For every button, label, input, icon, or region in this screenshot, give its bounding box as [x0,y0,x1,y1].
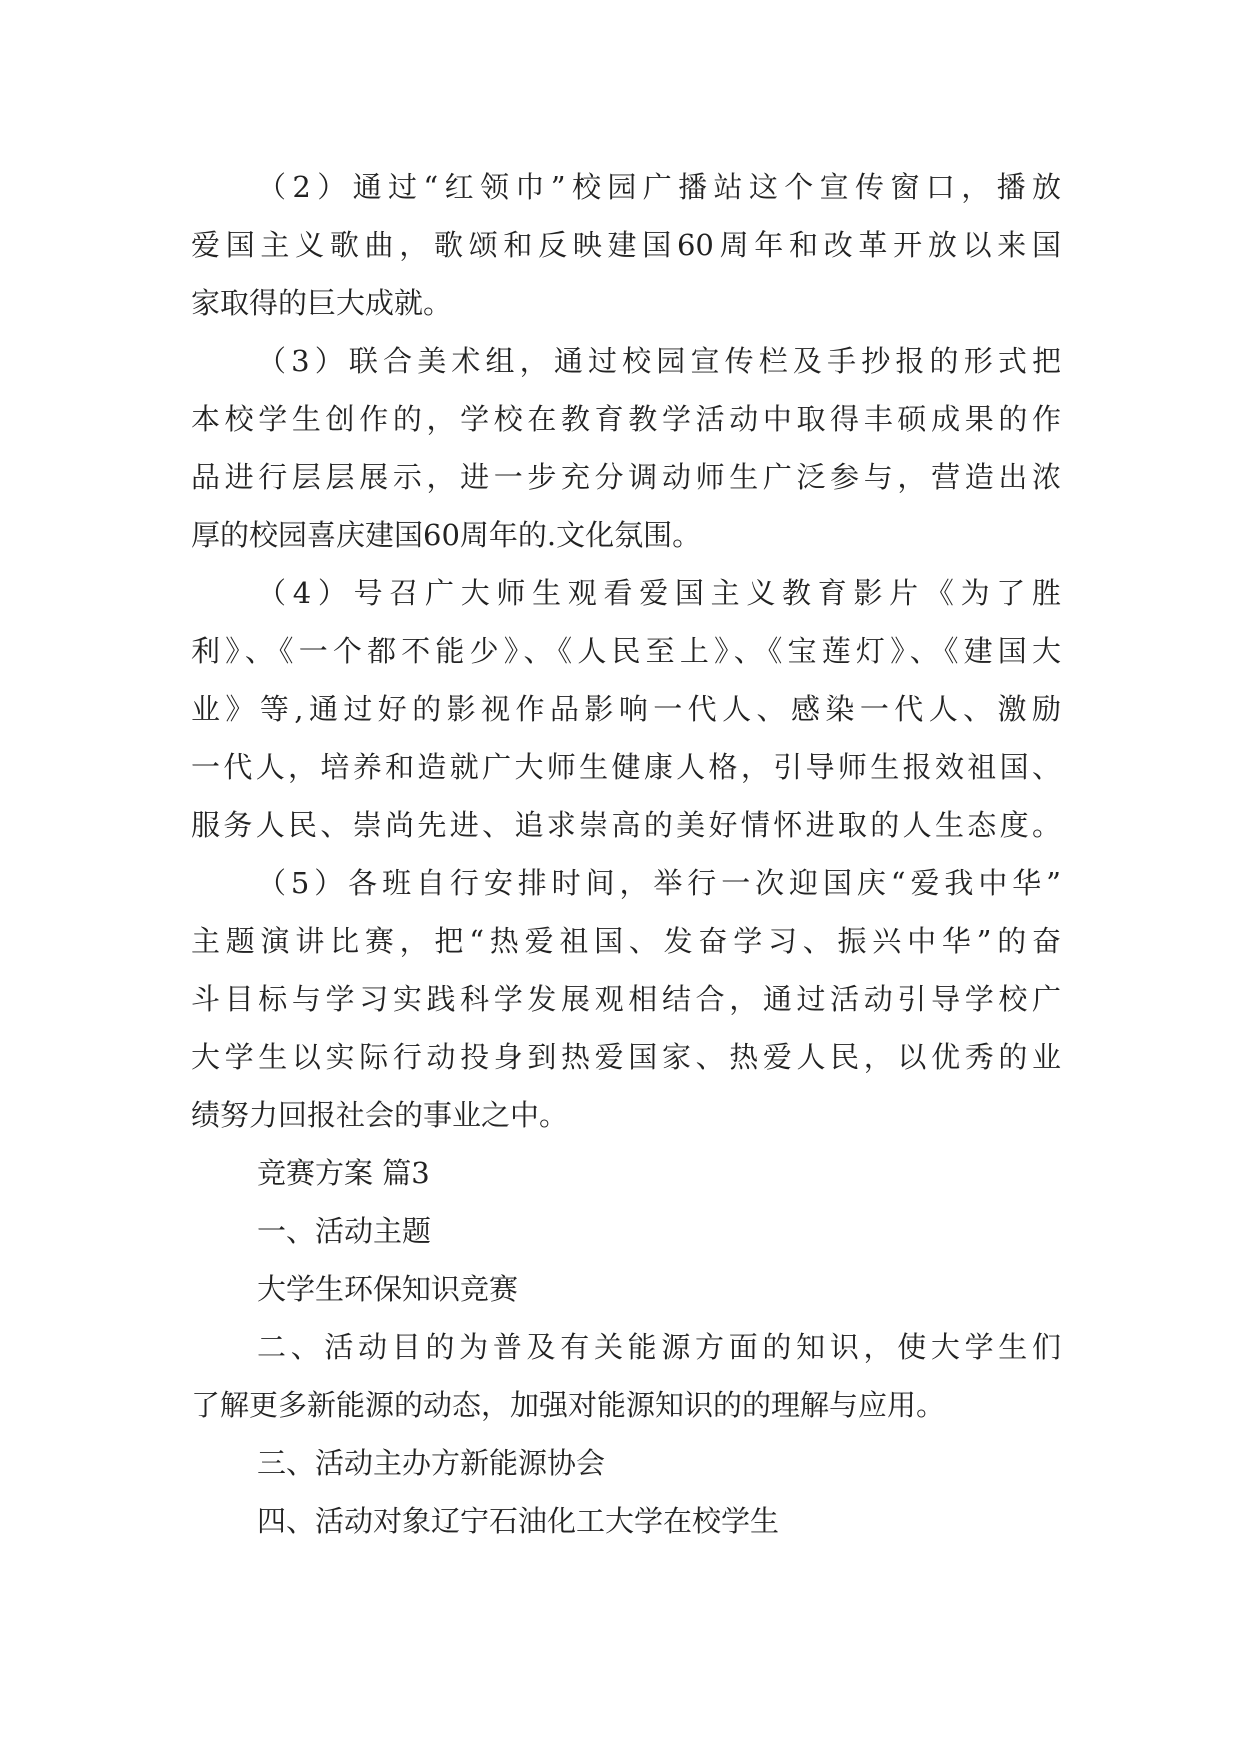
paragraph-line: 主题演讲比赛，把“热爱祖国、发奋学习、振兴中华”的奋 [191,924,1061,958]
paragraph-line: （5）各班自行安排时间，举行一次迎国庆“爱我中华” [257,866,1061,900]
paragraph-line: 服务人民、崇尚先进、追求崇高的美好情怀进取的人生态度。 [191,808,1061,842]
paragraph-line: 二、活动目的为普及有关能源方面的知识，使大学生们 [257,1330,1061,1364]
paragraph-line: 品进行层层展示，进一步充分调动师生广泛参与，营造出浓 [191,460,1061,494]
document-body [191,158,1061,1550]
paragraph-line: 业》等,通过好的影视作品影响一代人、感染一代人、激励 [191,692,1061,726]
paragraph-line: 爱国主义歌曲，歌颂和反映建国60周年和改革开放以来国 [191,228,1061,262]
paragraph-line: 斗目标与学习实践科学发展观相结合，通过活动引导学校广 [191,982,1061,1016]
paragraph-2 [191,158,1061,332]
audience-line: 四、活动对象辽宁石油化工大学在校学生 [257,1504,780,1538]
item-theme-value: 大学生环保知识竞赛 [257,1272,519,1306]
paragraph-line: （3）联合美术组，通过校园宣传栏及手抄报的形式把 [257,344,1061,378]
paragraph-4 [191,564,1061,854]
paragraph-line: （2）通过“红领巾”校园广播站这个宣传窗口，播放 [257,170,1061,204]
organizer-line: 三、活动主办方新能源协会 [257,1446,606,1480]
purpose-paragraph [191,1318,1061,1434]
paragraph-line: 利》、《一个都不能少》、《人民至上》、《宝莲灯》、《建国大 [191,634,1061,668]
paragraph-line: 了解更多新能源的动态，加强对能源知识的的理解与应用。 [191,1388,946,1422]
item-theme-heading: 一、活动主题 [257,1214,432,1248]
paragraph-line: 一代人，培养和造就广大师生健康人格，引导师生报效祖国、 [191,750,1061,784]
paragraph-line: 厚的校园喜庆建国60周年的.文化氛围。 [191,518,702,552]
paragraph-line: （4）号召广大师生观看爱国主义教育影片《为了胜 [257,576,1061,610]
paragraph-5 [191,854,1061,1144]
paragraph-3 [191,332,1061,564]
paragraph-line: 大学生以实际行动投身到热爱国家、热爱人民，以优秀的业 [191,1040,1061,1074]
section-title: 竞赛方案 篇3 [257,1156,430,1190]
paragraph-line: 家取得的巨大成就。 [191,286,453,320]
paragraph-line: 绩努力回报社会的事业之中。 [191,1098,569,1132]
paragraph-line: 本校学生创作的，学校在教育教学活动中取得丰硕成果的作 [191,402,1061,436]
